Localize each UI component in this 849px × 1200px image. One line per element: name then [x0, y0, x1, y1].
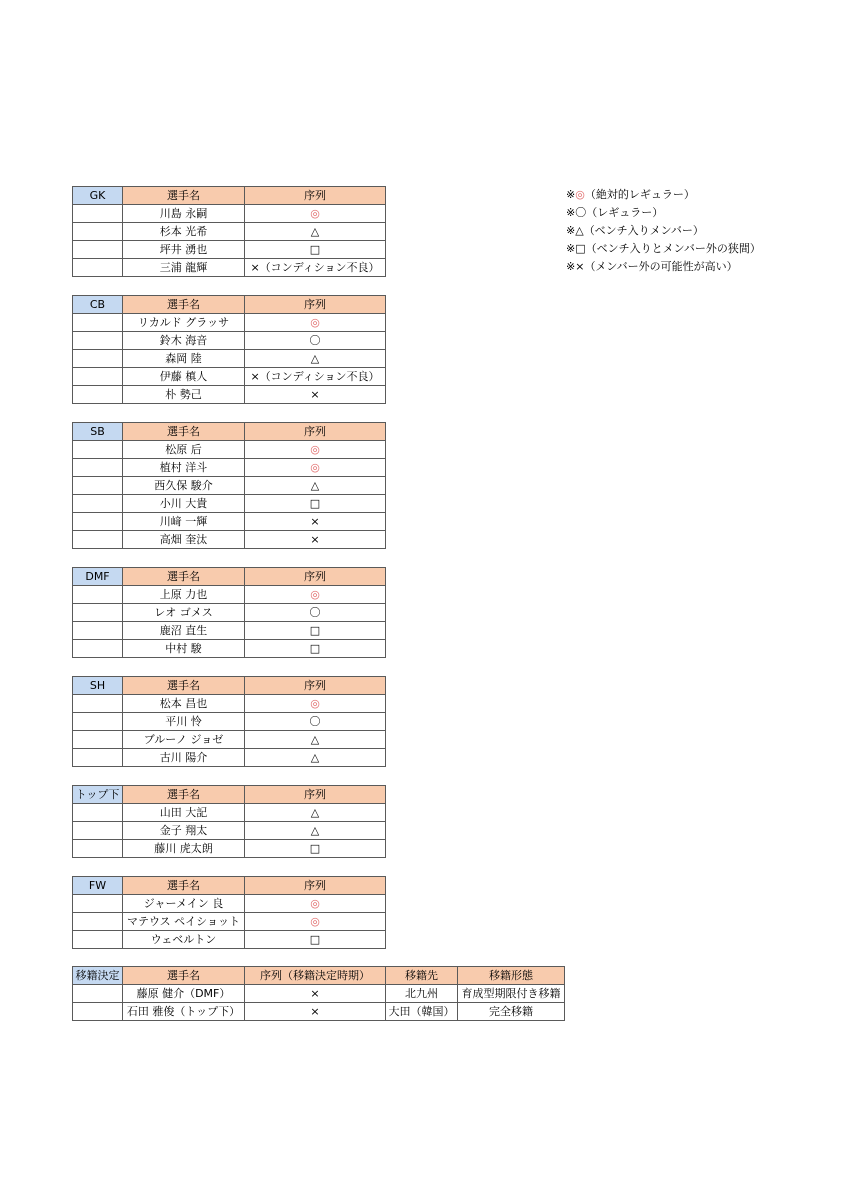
- table-row: [73, 441, 386, 459]
- order-mark: ◎: [245, 695, 386, 713]
- player-name: ウェベルトン: [123, 931, 245, 949]
- table-header-row: [73, 568, 386, 586]
- player-name: 川﨑 一輝: [123, 513, 245, 531]
- table-row: [73, 804, 386, 822]
- header-order: 序列: [245, 877, 386, 895]
- table-fw: [72, 876, 386, 949]
- legend: [566, 186, 761, 276]
- table-row: [73, 913, 386, 931]
- table-row: [73, 640, 386, 658]
- header-order: 序列: [245, 677, 386, 695]
- header-player: 選手名: [123, 296, 245, 314]
- header-player: 選手名: [123, 677, 245, 695]
- header-order: 序列: [245, 786, 386, 804]
- table-row: [73, 531, 386, 549]
- order-mark: 〇: [245, 332, 386, 350]
- order-mark: □: [245, 622, 386, 640]
- table-row: [73, 205, 386, 223]
- order-mark: 〇: [245, 604, 386, 622]
- table-row: [73, 241, 386, 259]
- order-mark: □: [245, 241, 386, 259]
- player-name: 植村 洋斗: [123, 459, 245, 477]
- player-name: リカルド グラッサ: [123, 314, 245, 332]
- player-name: レオ ゴメス: [123, 604, 245, 622]
- header-destination: 移籍先: [386, 967, 458, 985]
- player-name: 中村 駿: [123, 640, 245, 658]
- position-label: SH: [73, 677, 123, 695]
- table-row: [73, 749, 386, 767]
- player-name: 西久保 駿介: [123, 477, 245, 495]
- order-mark: ×（コンディション不良）: [245, 259, 386, 277]
- table-row: [73, 495, 386, 513]
- order-mark: 〇: [245, 713, 386, 731]
- header-player: 選手名: [123, 786, 245, 804]
- player-name: 三浦 龍輝: [123, 259, 245, 277]
- order-mark: ◎: [245, 314, 386, 332]
- player-name: 杉本 光希: [123, 223, 245, 241]
- table-row: [73, 459, 386, 477]
- player-name: 小川 大貴: [123, 495, 245, 513]
- player-name: 朴 勢己: [123, 386, 245, 404]
- player-name: 坪井 湧也: [123, 241, 245, 259]
- table-row: [73, 931, 386, 949]
- table-row: [73, 695, 386, 713]
- player-name: 松原 后: [123, 441, 245, 459]
- order-mark: ◎: [245, 895, 386, 913]
- order-mark: ×: [245, 386, 386, 404]
- player-name: 森岡 陸: [123, 350, 245, 368]
- legend-item-bench: ※△（ベンチ入りメンバー）: [566, 224, 704, 237]
- player-name: 高畑 奎汰: [123, 531, 245, 549]
- table-row: [73, 895, 386, 913]
- header-order: 序列: [245, 187, 386, 205]
- header-player: 選手名: [123, 877, 245, 895]
- table-row: [73, 223, 386, 241]
- player-name: 鈴木 海音: [123, 332, 245, 350]
- order-mark: ×（コンディション不良）: [245, 368, 386, 386]
- table-row: [73, 350, 386, 368]
- player-name: 山田 大記: [123, 804, 245, 822]
- position-label: DMF: [73, 568, 123, 586]
- legend-item-borderline: ※□（ベンチ入りとメンバー外の狭間）: [566, 242, 761, 255]
- player-name: 川島 永嗣: [123, 205, 245, 223]
- table-row: [73, 840, 386, 858]
- legend-item-absolute-regular: ※◎（絶対的レギュラー）: [566, 188, 695, 201]
- transfer-type: 育成型期限付き移籍: [458, 985, 565, 1003]
- table-row: [73, 386, 386, 404]
- destination: 大田（韓国）: [386, 1003, 458, 1021]
- order-mark: △: [245, 822, 386, 840]
- table-dmf: [72, 567, 386, 658]
- table-row: [73, 604, 386, 622]
- header-order-timing: 序列（移籍決定時期）: [245, 967, 386, 985]
- order-mark: ◎: [245, 459, 386, 477]
- position-label: CB: [73, 296, 123, 314]
- order-mark: △: [245, 749, 386, 767]
- order-mark: △: [245, 804, 386, 822]
- table-row: [73, 368, 386, 386]
- order-mark: ×: [245, 1003, 386, 1021]
- player-name: 松本 昌也: [123, 695, 245, 713]
- order-mark: □: [245, 640, 386, 658]
- player-name: 金子 翔太: [123, 822, 245, 840]
- header-order: 序列: [245, 423, 386, 441]
- table-row: [73, 985, 565, 1003]
- table-sb: [72, 422, 386, 549]
- player-name: 伊藤 槙人: [123, 368, 245, 386]
- table-row: [73, 731, 386, 749]
- header-order: 序列: [245, 568, 386, 586]
- table-row: [73, 332, 386, 350]
- table-header-row: [73, 877, 386, 895]
- header-player: 選手名: [123, 568, 245, 586]
- player-name: 平川 怜: [123, 713, 245, 731]
- table-row: [73, 259, 386, 277]
- order-mark: ◎: [245, 441, 386, 459]
- order-mark: △: [245, 350, 386, 368]
- position-label: SB: [73, 423, 123, 441]
- table-row: [73, 586, 386, 604]
- order-mark: △: [245, 731, 386, 749]
- table-row: [73, 477, 386, 495]
- table-header-row: [73, 187, 386, 205]
- table-header-row: [73, 677, 386, 695]
- header-player: 選手名: [123, 423, 245, 441]
- table-top-shita: [72, 785, 386, 858]
- header-transfer-type: 移籍形態: [458, 967, 565, 985]
- order-mark: □: [245, 495, 386, 513]
- player-name: 藤川 虎太朗: [123, 840, 245, 858]
- order-mark: ×: [245, 985, 386, 1003]
- table-gk: [72, 186, 386, 277]
- position-label: GK: [73, 187, 123, 205]
- header-player: 選手名: [123, 967, 245, 985]
- transfer-type: 完全移籍: [458, 1003, 565, 1021]
- position-label: FW: [73, 877, 123, 895]
- order-mark: △: [245, 223, 386, 241]
- table-header-row: [73, 296, 386, 314]
- order-mark: ×: [245, 531, 386, 549]
- player-name: 鹿沼 直生: [123, 622, 245, 640]
- header-order: 序列: [245, 296, 386, 314]
- order-mark: □: [245, 840, 386, 858]
- table-row: [73, 622, 386, 640]
- transfer-label: 移籍決定: [73, 967, 123, 985]
- destination: 北九州: [386, 985, 458, 1003]
- order-mark: ◎: [245, 586, 386, 604]
- table-header-row: [73, 786, 386, 804]
- table-header-row: [73, 967, 565, 985]
- table-row: [73, 513, 386, 531]
- table-row: [73, 822, 386, 840]
- table-sh: [72, 676, 386, 767]
- player-name: ジャーメイン 良: [123, 895, 245, 913]
- table-row: [73, 713, 386, 731]
- legend-item-regular: ※〇（レギュラー）: [566, 206, 664, 219]
- order-mark: ×: [245, 513, 386, 531]
- player-name: マテウス ペイショット: [123, 913, 245, 931]
- table-cb: [72, 295, 386, 404]
- table-header-row: [73, 423, 386, 441]
- player-name: 上原 力也: [123, 586, 245, 604]
- player-name: 石田 雅俊（トップ下）: [123, 1003, 245, 1021]
- position-label: トップ下: [73, 786, 123, 804]
- player-name: 藤原 健介（DMF）: [123, 985, 245, 1003]
- order-mark: □: [245, 931, 386, 949]
- table-transfer: [72, 966, 565, 1021]
- header-player: 選手名: [123, 187, 245, 205]
- order-mark: △: [245, 477, 386, 495]
- order-mark: ◎: [245, 913, 386, 931]
- player-name: ブルーノ ジョゼ: [123, 731, 245, 749]
- table-row: [73, 314, 386, 332]
- player-name: 古川 陽介: [123, 749, 245, 767]
- legend-item-out: ※×（メンバー外の可能性が高い）: [566, 260, 738, 273]
- order-mark: ◎: [245, 205, 386, 223]
- table-row: [73, 1003, 565, 1021]
